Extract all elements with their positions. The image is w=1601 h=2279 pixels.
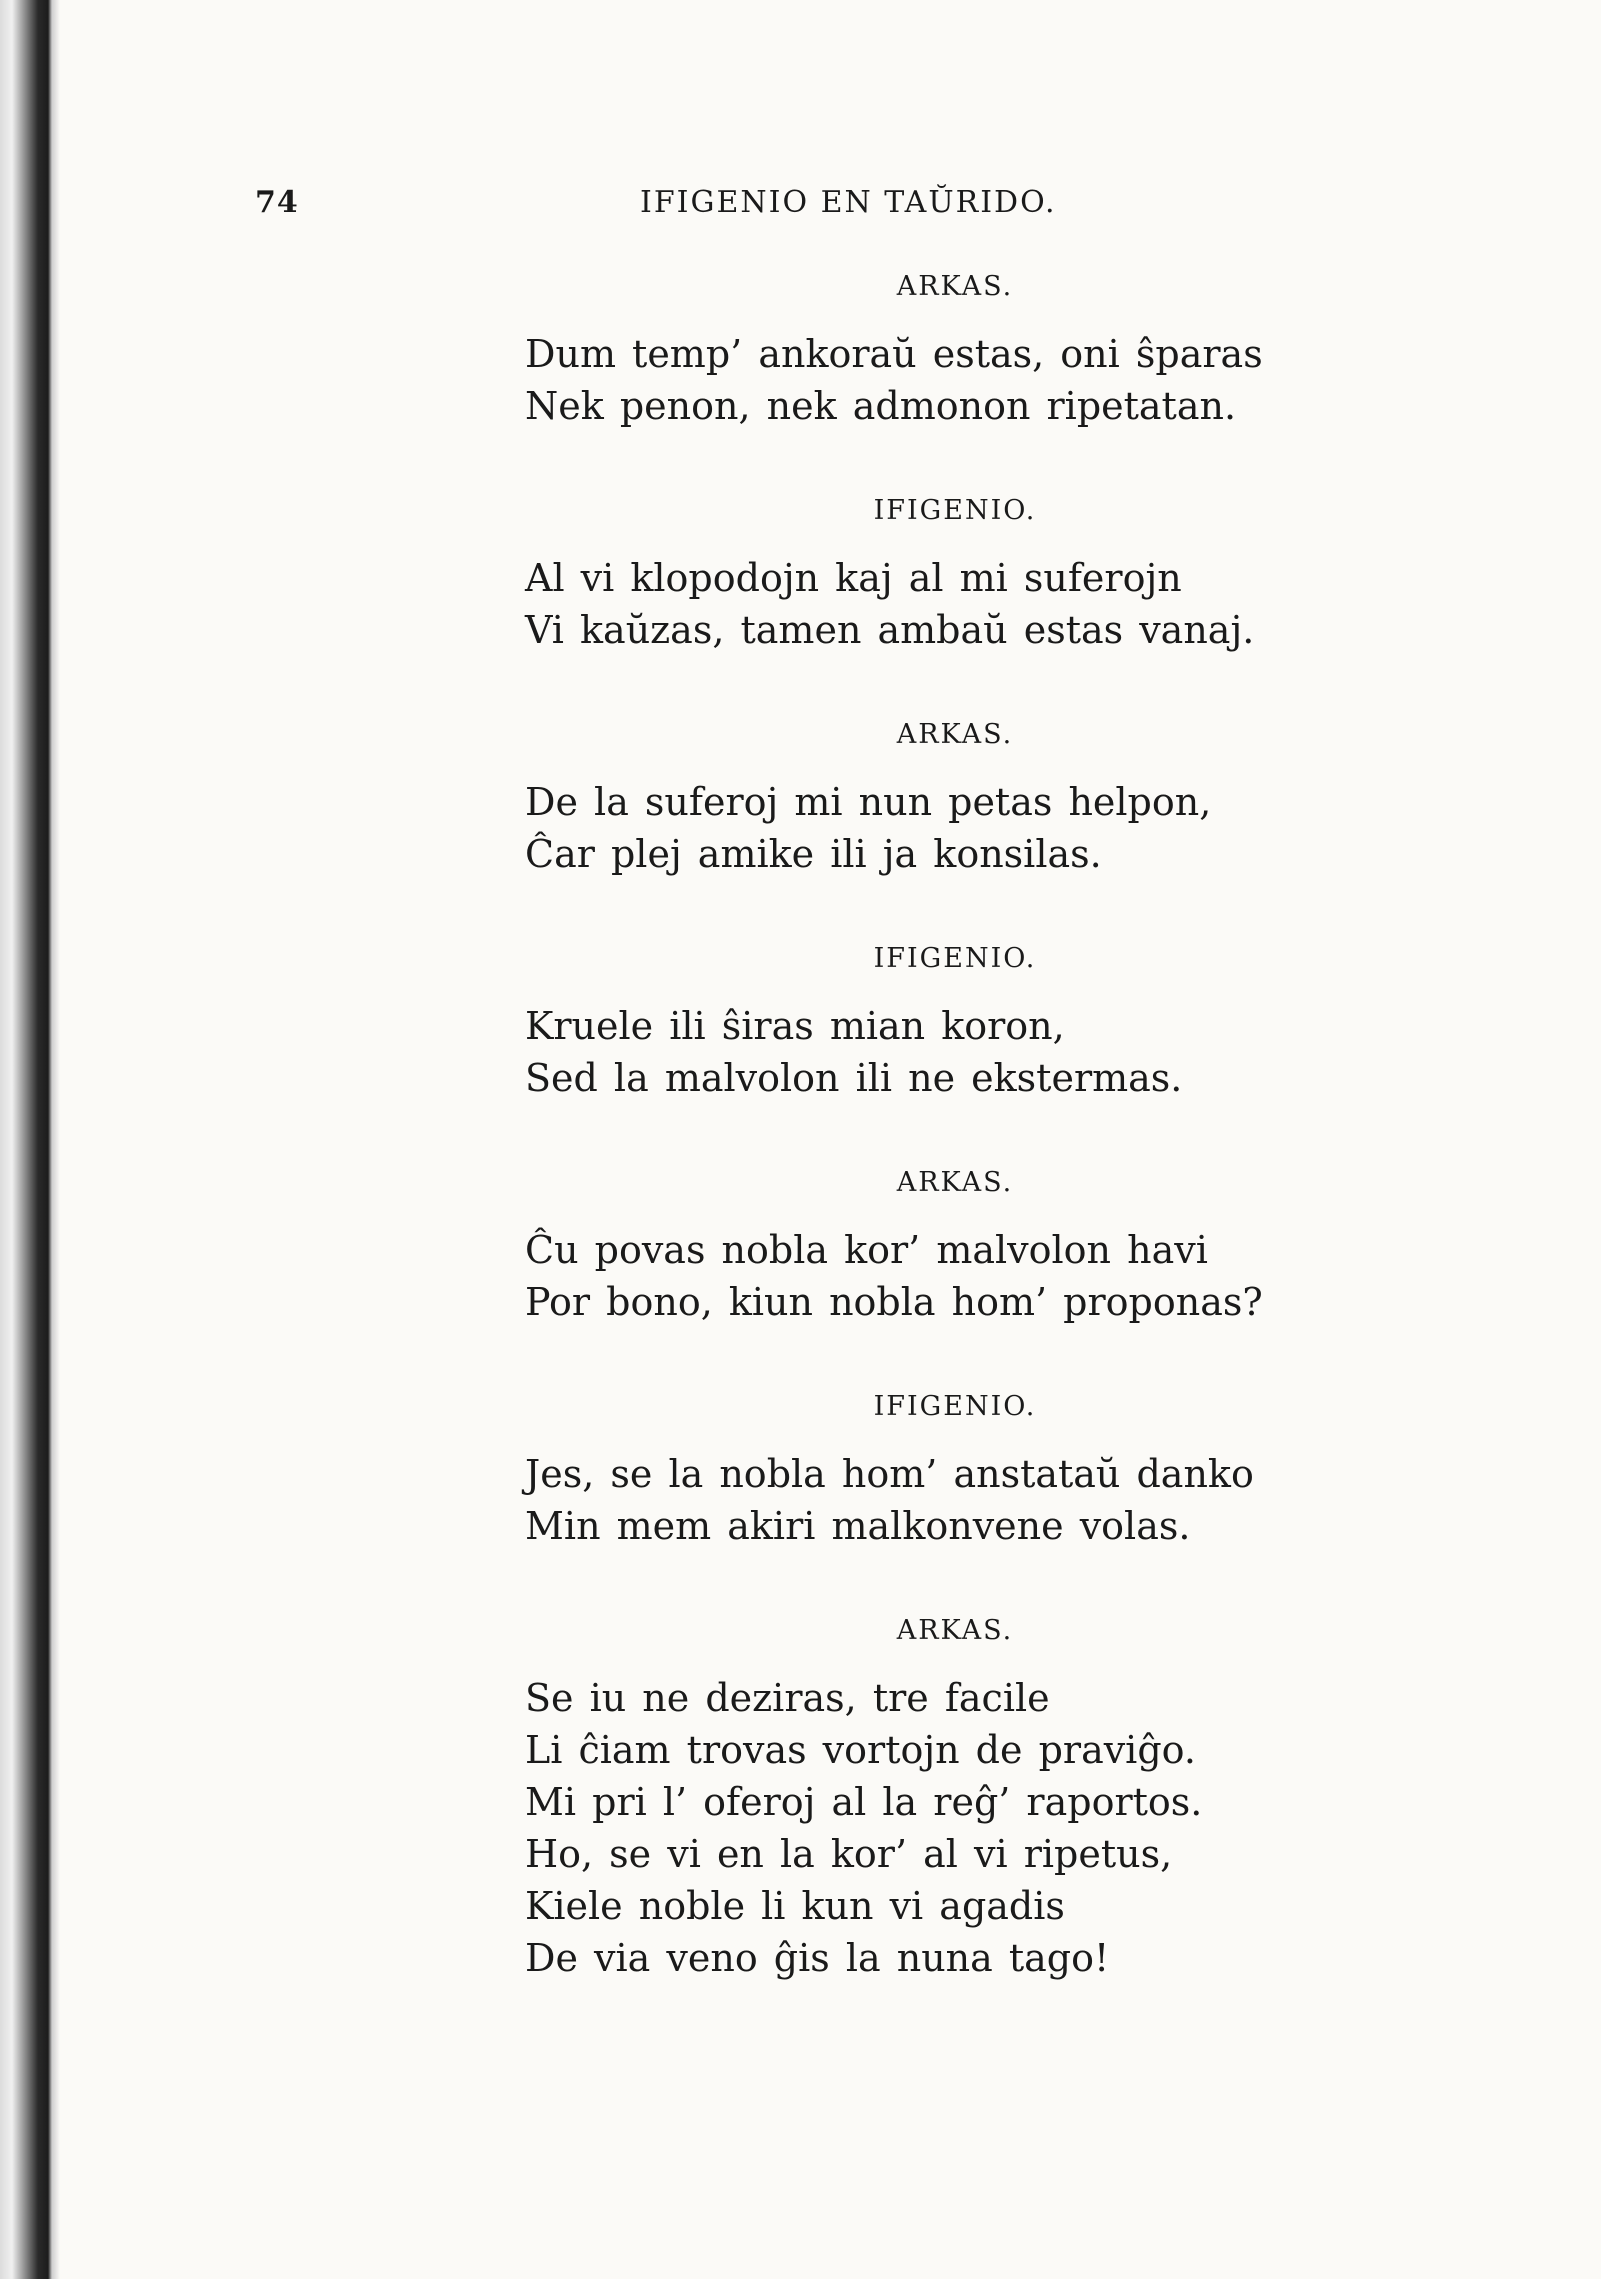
verse-line: Vi kaŭzas, tamen ambaŭ estas vanaj. [525, 608, 1255, 652]
page-header [0, 185, 1601, 235]
verse-line: Dum temp’ ankoraŭ estas, oni ŝparas [525, 332, 1263, 376]
verse-line: Ĉu povas nobla kor’ malvolon havi [525, 1228, 1208, 1272]
verse-line: Al vi klopodojn kaj al mi suferojn [525, 556, 1182, 600]
verse-line: Li ĉiam trovas vortojn de praviĝo. [525, 1728, 1196, 1772]
speech-block [525, 494, 1405, 656]
speech-block [525, 718, 1405, 880]
verse-line: Sed la malvolon ili ne ekstermas. [525, 1056, 1183, 1100]
speaker-name: ARKAS. [896, 719, 1014, 750]
speech-block [525, 1166, 1405, 1328]
speaker-name: IFIGENIO. [873, 495, 1037, 526]
speech-block [525, 942, 1405, 1104]
page-binding-edge [0, 0, 60, 2279]
speech-block [525, 1614, 1405, 1984]
page-number: 74 [255, 185, 299, 220]
speaker-name: IFIGENIO. [873, 943, 1037, 974]
speaker-name: ARKAS. [896, 1167, 1014, 1198]
speaker-name: ARKAS. [896, 271, 1014, 302]
speaker-name: ARKAS. [896, 1615, 1014, 1646]
verse-line: Kiele noble li kun vi agadis [525, 1884, 1065, 1928]
verse-line: De via veno ĝis la nuna tago! [525, 1936, 1110, 1980]
verse-line: Min mem akiri malkonvene volas. [525, 1504, 1191, 1548]
speaker-name: IFIGENIO. [873, 1391, 1037, 1422]
verse-line: Mi pri l’ oferoj al la reĝ’ raportos. [525, 1780, 1203, 1824]
verse-line: Jes, se la nobla hom’ anstataŭ danko [525, 1452, 1254, 1496]
verse-line: De la suferoj mi nun petas helpon, [525, 780, 1212, 824]
speech-block [525, 270, 1405, 432]
speech-block [525, 1390, 1405, 1552]
verse-line: Ho, se vi en la kor’ al vi ripetus, [525, 1832, 1173, 1876]
verse-line: Por bono, kiun nobla hom’ proponas? [525, 1280, 1263, 1324]
verse-line: Ĉar plej amike ili ja konsilas. [525, 832, 1102, 876]
verse-line: Nek penon, nek admonon ripetatan. [525, 384, 1237, 428]
running-title: IFIGENIO EN TAŬRIDO. [640, 185, 1057, 220]
play-text [525, 270, 1405, 2046]
verse-line: Kruele ili ŝiras mian koron, [525, 1004, 1065, 1048]
verse-line: Se iu ne deziras, tre facile [525, 1676, 1050, 1720]
